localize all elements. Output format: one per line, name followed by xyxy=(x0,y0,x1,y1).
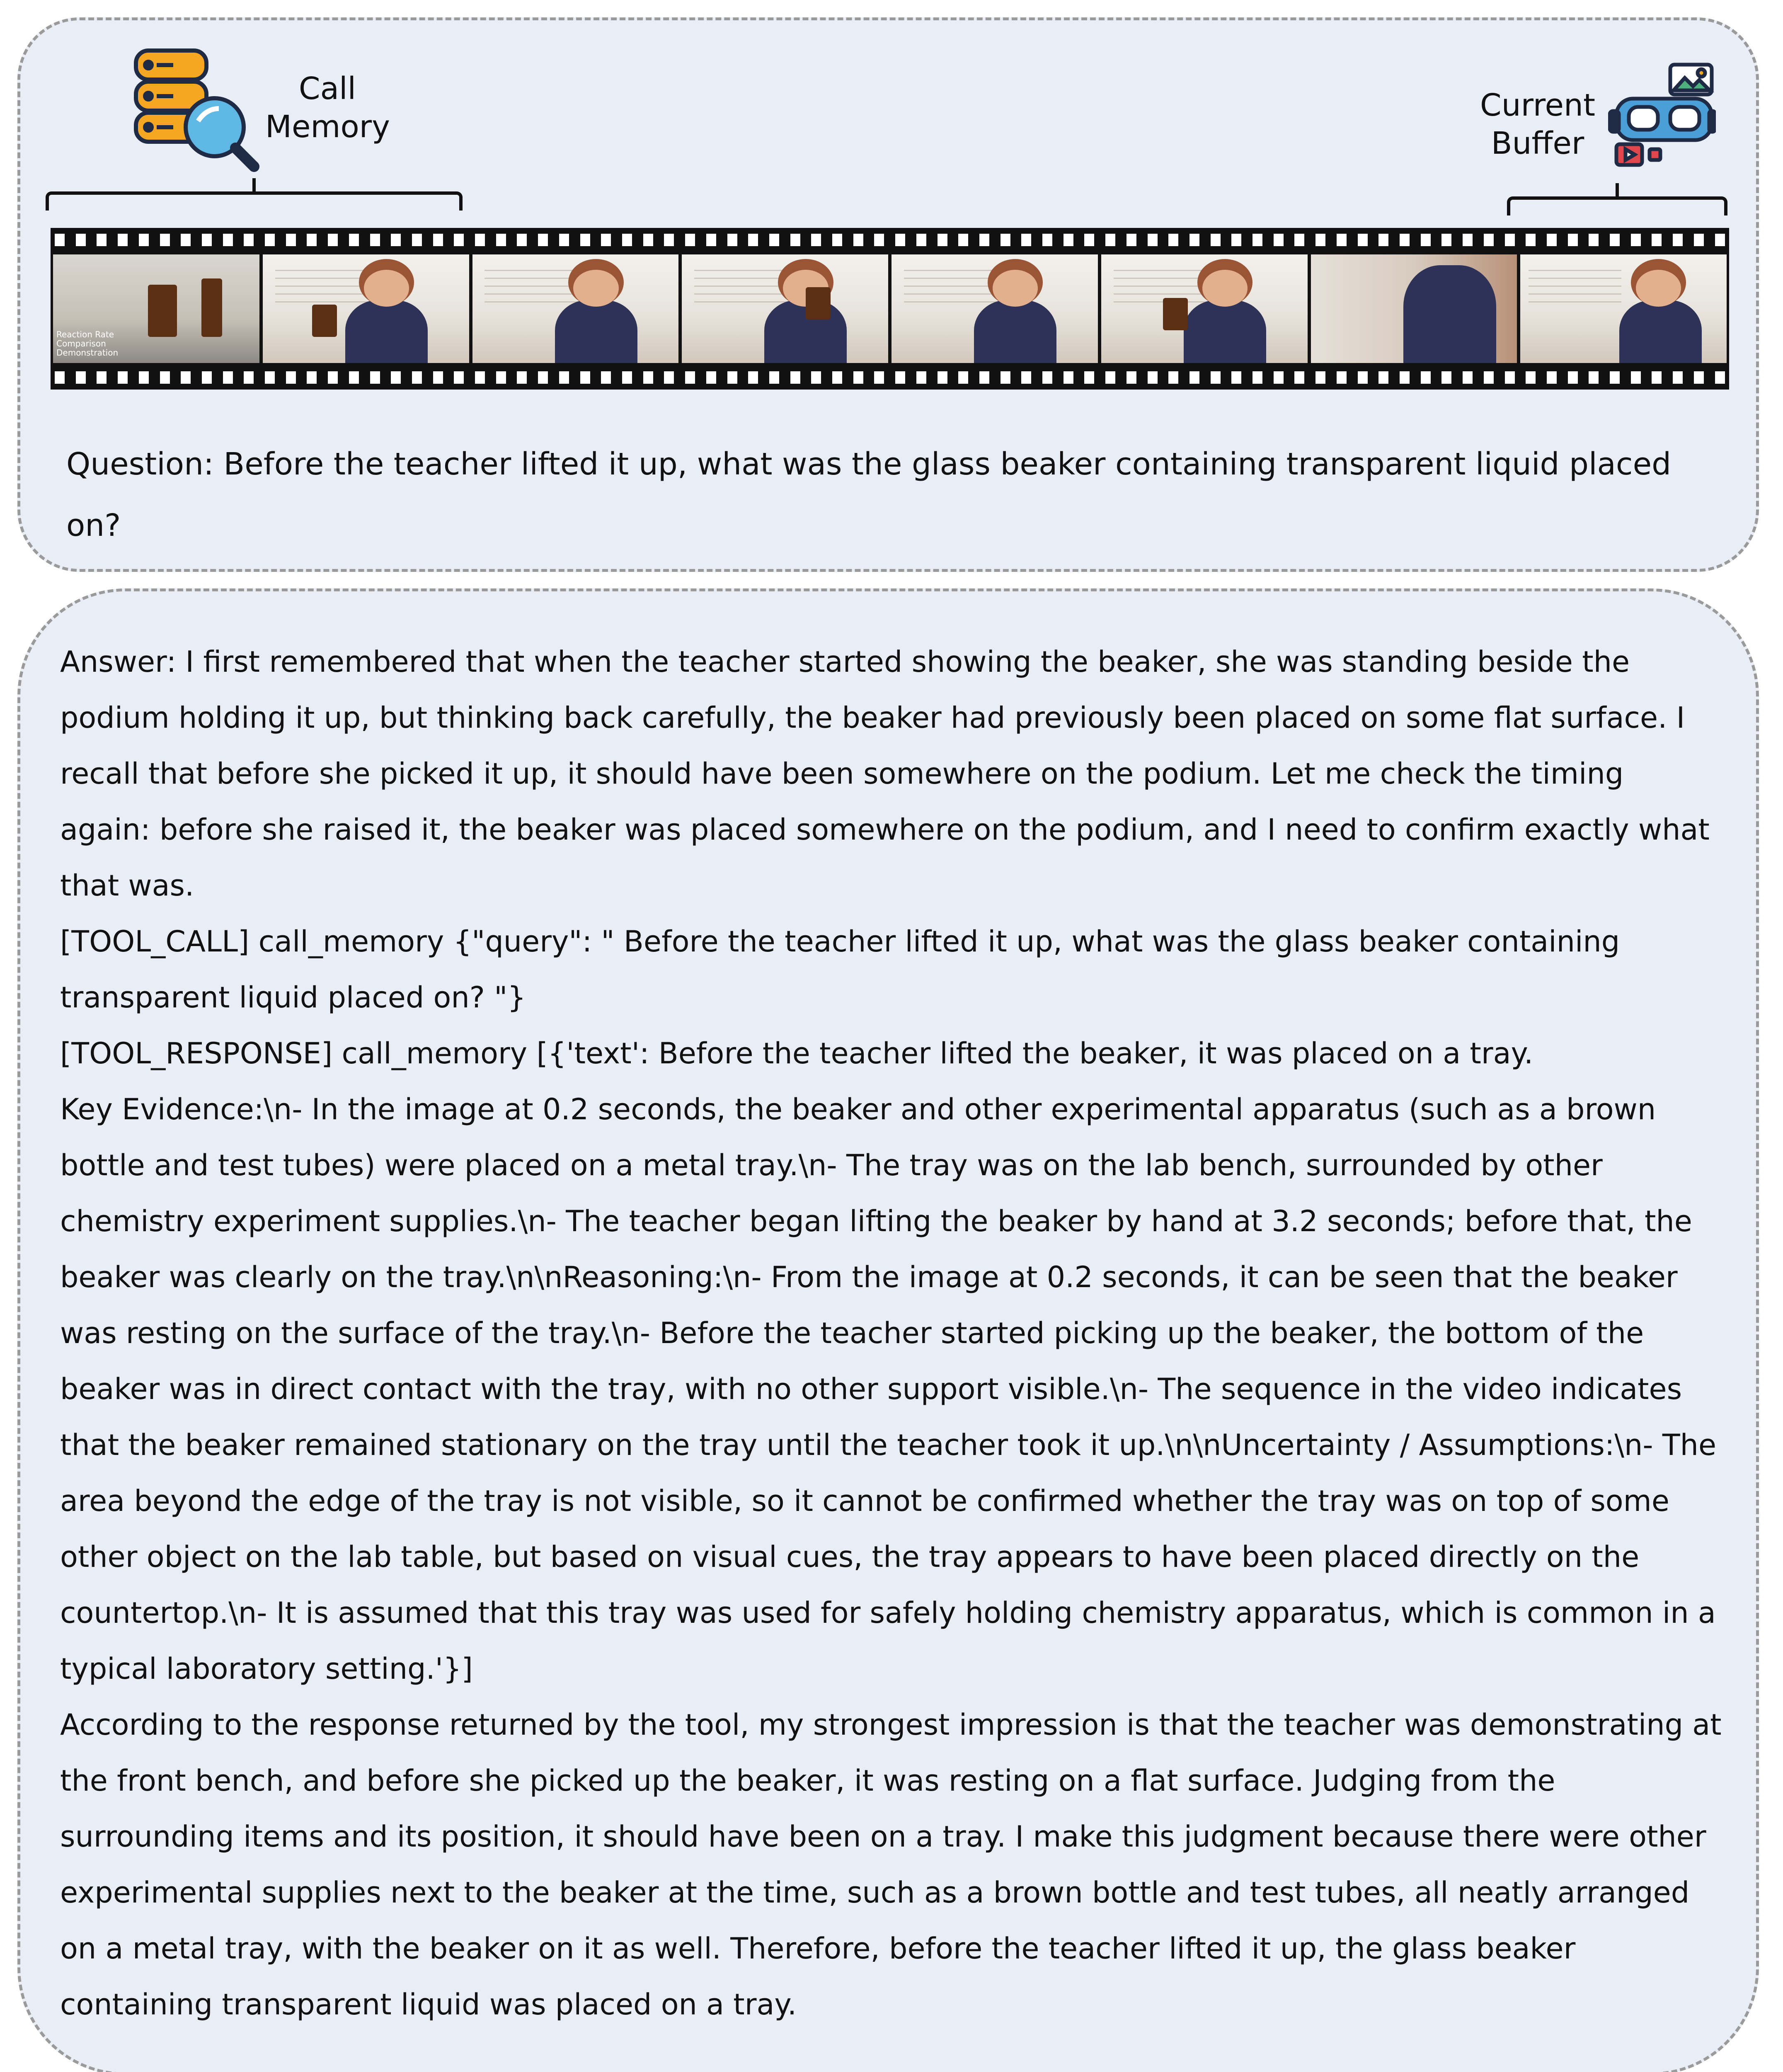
video-frame-1 xyxy=(53,254,259,363)
answer-text: Answer: I first remembered that when the teacher started showing the beaker, she was standing beside the podium holding it up, but thinking back carefully, the beaker had previously been placed on some flat surface. I recall that before she picked it up, it should have been somewhere on the podium. Let me check the timing again: before she raised it, the beaker was placed somewhere on the podium, and I need to confirm exactly what that was. [TOOL_CALL] call_memory {"query": " Before the teacher lifted it up, what was the glass beaker containing transparent liquid placed on? "} [TOOL_RESPONSE] call_memory [{'text': Before the teacher lifted the beaker, it was placed on a tray. Key Evidence:\n- In the image at 0.2 seconds, the beaker and other experimental apparatus (such as a brown bottle and test tubes) were placed on a metal tray.\n- The tray was on the lab bench, surrounded by other chemistry experiment supplies.\n- The teacher began lifting the beaker by hand at 3.2 seconds; before that, the beaker was clearly on the tray.\n\nReasoning:\n- From the image at 0.2 seconds, it can be seen that the beaker was resting on the surface of the tray.\n- Before the teacher started picking up the beaker, the bottom of the beaker was in direct contact with the tray, with no other support visible.\n- The sequence in the video indicates that the beaker remained stationary on the tray until the teacher took it up.\n\nUncertainty / Assumptions:\n- The area beyond the edge of the tray is not visible, so it cannot be confirmed whether the tray was on top of some other object on the lab table, but based on visual cues, the tray appears to have been placed directly on the countertop.\n- It is assumed that this tray was used for safely holding chemistry apparatus, which is common in a typical laboratory setting.'}] According to the response returned by the tool, my strongest impression is that the teacher was demonstrating at the front bench, and before she picked up the beaker, it was resting on a flat surface. Judging from the surrounding items and its position, it should have been on a tray. I make this judgment because there were other experimental supplies next to the beaker at the time, such as a brown bottle and test tubes, all neatly arranged on a metal tray, with the beaker on it as well. Therefore, before the teacher lifted it up, the glass beaker containing transparent liquid was placed on a tray. xyxy=(60,645,1722,2021)
video-frame-7 xyxy=(1311,254,1517,363)
vr-headset-media-icon xyxy=(1608,61,1716,169)
video-frame-5 xyxy=(892,254,1098,363)
current-buffer-bracket xyxy=(1507,196,1727,215)
current-buffer-label: Current Buffer xyxy=(1480,87,1595,161)
video-frame-2 xyxy=(263,254,469,363)
video-frame-8 xyxy=(1520,254,1727,363)
database-search-icon xyxy=(132,46,260,175)
frame-caption: Reaction Rate Comparison Demonstration xyxy=(56,329,119,358)
video-frames xyxy=(53,254,1727,363)
video-frame-6 xyxy=(1101,254,1308,363)
call-memory-label: Call Memory xyxy=(265,71,390,145)
filmstrip-bottom-perforations xyxy=(55,371,1725,384)
question-text: Question: Before the teacher lifted it up, what was the glass beaker containing transparent liquid placed on? xyxy=(66,446,1672,543)
video-filmstrip xyxy=(51,228,1729,390)
filmstrip-top-perforations xyxy=(55,234,1725,246)
video-frame-4 xyxy=(682,254,888,363)
call-memory-bracket xyxy=(46,191,463,211)
video-frame-3 xyxy=(472,254,679,363)
